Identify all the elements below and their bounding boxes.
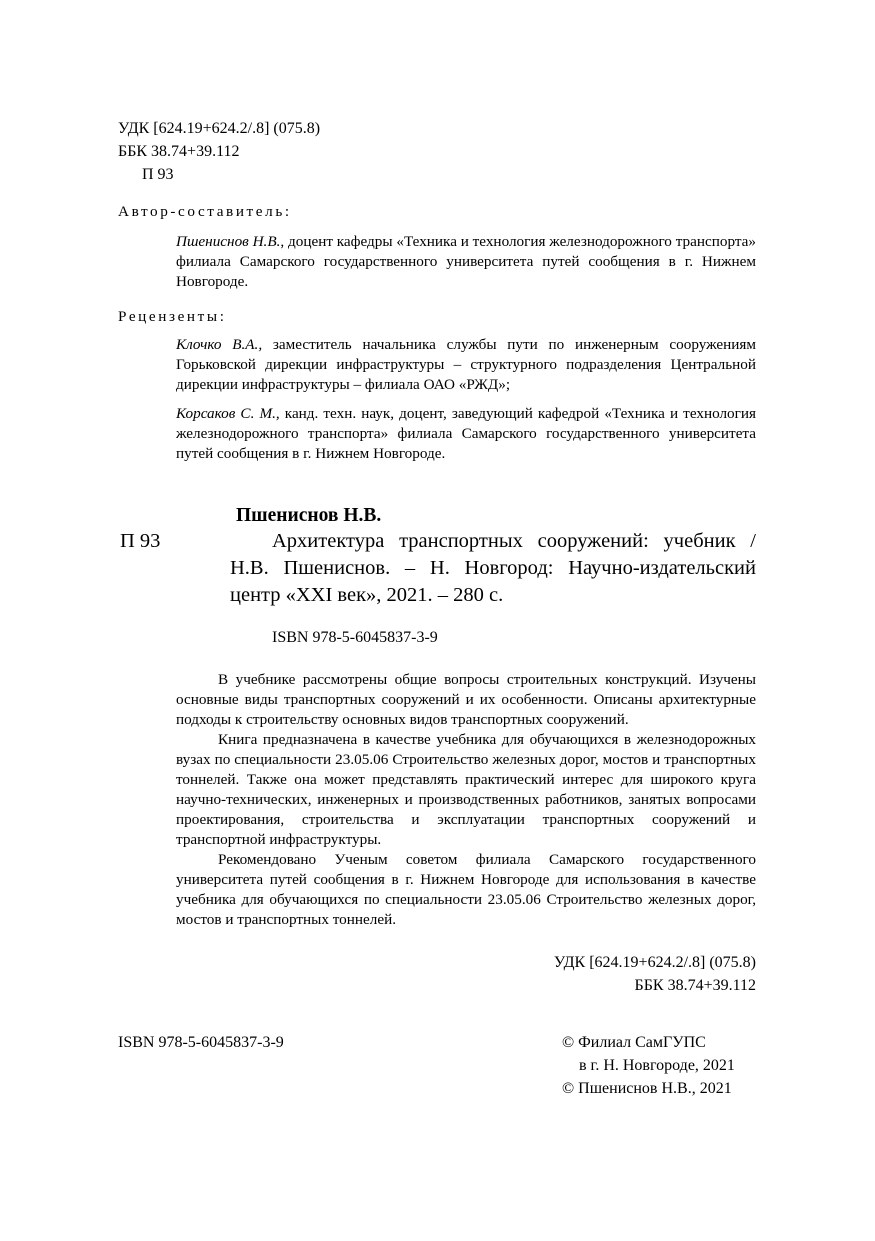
- reviewer-1: [176, 335, 756, 395]
- header-bbk: ББК 38.74+39.112: [118, 143, 240, 160]
- footer-isbn: ISBN 978-5-6045837-3-9: [118, 1034, 284, 1051]
- reviewer-2: [176, 404, 756, 464]
- compiler-description: , доцент кафедры «Техника и технология железнодорожного транспорта» филиала Самарского государственного университета путей сообщения в г. Нижнем Новгороде.: [176, 233, 756, 290]
- reviewer-description: заместитель начальника службы пути по инженерным сооружениям Горьковской дирекции инфраструктуры – структурного подразделения Центральной дирекции инфраструктуры – филиала ОАО «РЖД»;: [176, 336, 756, 393]
- header-udk: УДК [624.19+624.2/.8] (075.8): [118, 120, 321, 137]
- copyright-branch-location: в г. Н. Новгороде, 2021: [579, 1057, 735, 1074]
- footer-classification: [554, 951, 756, 997]
- book-code: П 93: [120, 530, 161, 552]
- book-description: Архитектура транспортных сооружений: учебник / Н.В. Пшениснов. – Н. Новгород: Научно-издательский центр «XXI век», 2021. – 280 с.: [230, 530, 756, 606]
- footer-udk: УДК [624.19+624.2/.8] (075.8): [553, 954, 756, 971]
- header-classification: [118, 117, 320, 186]
- reviewer-description: канд. техн. наук, доцент, заведующий кафедрой «Техника и технология железнодорожного транспорта» филиала Самарского государственного университета путей сообщения в г. Нижнем Новгороде.: [176, 405, 756, 462]
- compiler-block: [176, 232, 756, 292]
- copyright-author: © Пшениснов Н.В., 2021: [562, 1080, 732, 1097]
- abstract-paragraph: Рекомендовано Ученым советом филиала Самарского государственного университета путей сообщения в г. Нижнем Новгороде для использования в качестве учебника для обучающихся по специальности 23.05.06 Строительство железных дорог, мостов и транспортных тоннелей.: [176, 851, 756, 928]
- copyright-block: [562, 1031, 735, 1100]
- header-code: П 93: [142, 166, 174, 183]
- compiler-name: Пшениснов Н.В.: [176, 233, 281, 250]
- abstract-paragraph: В учебнике рассмотрены общие вопросы строительных конструкций. Изучены основные виды транспортных сооружений и их особенности. Описаны архитектурные подходы к строительству основных видов транспортных сооружений.: [176, 671, 756, 728]
- compiler-label: Автор-составитель:: [118, 203, 292, 220]
- book-isbn: ISBN 978-5-6045837-3-9: [272, 629, 438, 646]
- abstract-paragraph: Книга предназначена в качестве учебника для обучающихся в железнодорожных вузах по специальности 23.05.06 Строительство железных дорог, мостов и транспортных тоннелей. Также она может представлять практический интерес для широкого круга научно-технических, инженерных и производственных работников, занятых вопросами проектирования, строительства и эксплуатации транспортных сооружений и транспортной инфраструктуры.: [176, 731, 756, 848]
- reviewer-name: Корсаков С. М.,: [176, 405, 280, 422]
- abstract: [176, 670, 756, 930]
- reviewer-name: Клочко В.А.,: [176, 336, 263, 353]
- copyright-branch: © Филиал СамГУПС: [562, 1034, 706, 1051]
- footer-bbk: ББК 38.74+39.112: [634, 977, 756, 994]
- book-author: Пшениснов Н.В.: [236, 505, 382, 526]
- reviewers-label: Рецензенты:: [118, 308, 227, 325]
